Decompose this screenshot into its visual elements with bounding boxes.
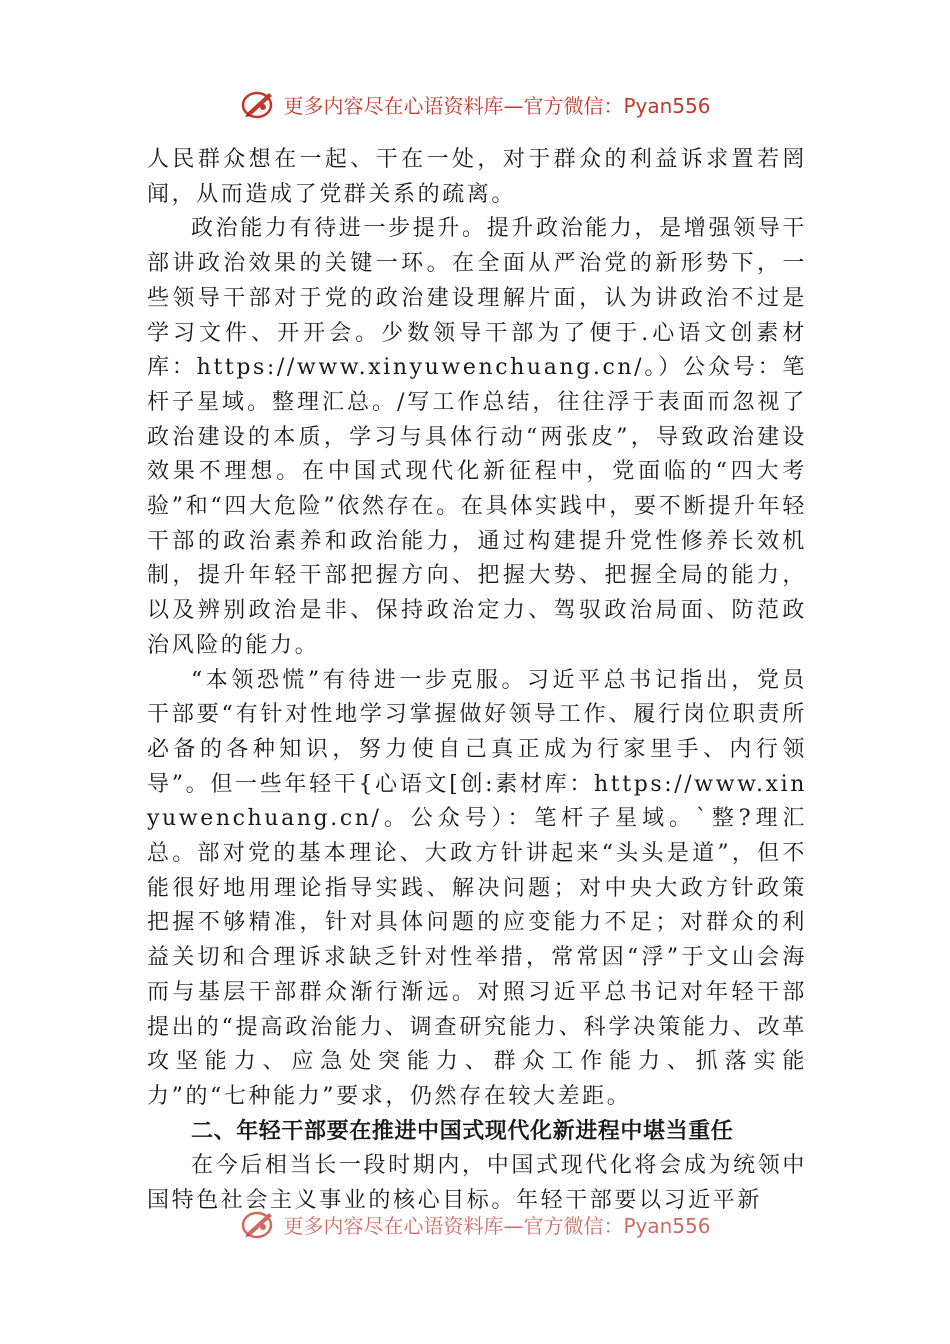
pen-logo-icon [239, 87, 279, 121]
document-body [147, 143, 807, 1219]
watermark-text: 更多内容尽在心语资料库—官方微信：Pyan556 [283, 93, 711, 118]
paragraph-2: 政治能力有待进一步提升。提升政治能力，是增强领导干部讲政治效果的关键一环。在全面从严治党的新形势下，一些领导干部对于党的政治建设理解片面，认为讲政治不过是学习文件、开开会。少数领导干部为了便于.心语文创素材库：https://www.xinyuwenchuang.cn/。）公众号：笔杆子星域。整理汇总。/写工作总结，往往浮于表面而忽视了政治建设的本质，学习与具体行动“两张皮”，导致政治建设效果不理想。在中国式现代化新征程中，党面临的“四大考验”和“四大危险”依然存在。在具体实践中，要不断提升年轻干部的政治素养和政治能力，通过构建提升党性修养长效机制，提升年轻干部把握方向、把握大势、把握全局的能力，以及辨别政治是非、保持政治定力、驾驭政治局面、防范政治风险的能力。 [147, 216, 807, 658]
watermark-header [0, 84, 950, 124]
watermark-footer [0, 1204, 950, 1244]
section-heading: 二、年轻干部要在推进中国式现代化新进程中堪当重任 [191, 1118, 734, 1144]
paragraph-4: 在今后相当长一段时期内，中国式现代化将会成为统领中国特色社会主义事业的核心目标。年轻干部要以习近平新 [147, 1153, 807, 1214]
paragraph-1: 人民群众想在一起、干在一处，对于群众的利益诉求置若罔闻，从而造成了党群关系的疏离。 [147, 147, 807, 207]
pen-logo-icon [239, 1207, 279, 1241]
watermark-text: 更多内容尽在心语资料库—官方微信：Pyan556 [283, 1213, 711, 1238]
paragraph-3: “本领恐慌”有待进一步克服。习近平总书记指出，党员干部要“有针对性地学习掌握做好领导工作、履行岗位职责所必备的各种知识，努力使自己真正成为行家里手、内行领导”。但一些年轻干{心语文[创:素材库：https://www.xinyuwenchuang.cn/。公众号）：笔杆子星域。`整?理汇总。部对党的基本理论、大政方针讲起来“头头是道”，但不能很好地用理论指导实践、解决问题；对中央大政方针政策把握不够精准，针对具体问题的应变能力不足；对群众的利益关切和合理诉求缺乏针对性举措，常常因“浮”于文山会海而与基层干部群众渐行渐远。对照习近平总书记对年轻干部提出的“提高政治能力、调查研究能力、科学决策能力、改革攻坚能力、应急处突能力、群众工作能力、抓落实能力”的“七种能力”要求，仍然存在较大差距。 [147, 667, 807, 1109]
